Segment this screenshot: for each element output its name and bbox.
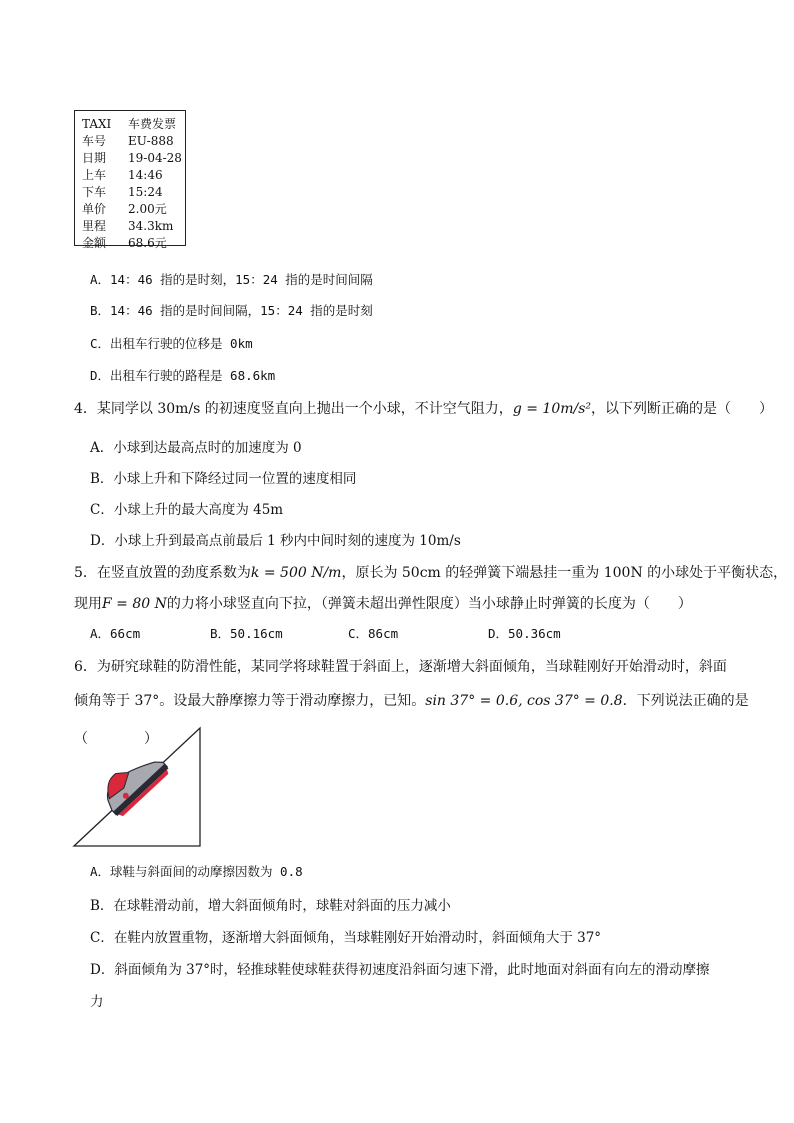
q5-text-tail: ，原长为 50cm 的轻弹簧下端悬挂一重为 100N 的小球处于平衡状态， bbox=[341, 565, 788, 581]
receipt-row bbox=[82, 150, 185, 167]
receipt-key: 金额 bbox=[82, 236, 107, 250]
q5-text: 5．在竖直放置的劲度系数为 bbox=[74, 565, 251, 581]
q6-stem-line2 bbox=[74, 690, 749, 710]
receipt-key: 上车 bbox=[82, 168, 107, 182]
q6-option-c: C．在鞋内放置重物，逐渐增大斜面倾角，当球鞋刚好开始滑动时，斜面倾角大于 37° bbox=[90, 930, 602, 946]
q5-option-d: D．50.36cm bbox=[488, 626, 561, 641]
q4-option-c: C．小球上升的最大高度为 45m bbox=[90, 502, 284, 518]
q6-answer-paren: （ ） bbox=[74, 731, 158, 747]
receipt-value: 2.00元 bbox=[128, 202, 167, 216]
q4-option-d: D．小球上升到最高点前最后 1 秒内中间时刻的速度为 10m/s bbox=[90, 533, 461, 549]
q6-option-d-line2: 力 bbox=[90, 994, 104, 1010]
q4-option-b: B．小球上升和下降经过同一位置的速度相同 bbox=[90, 471, 357, 487]
receipt-key: TAXI bbox=[82, 117, 112, 131]
receipt-row bbox=[82, 116, 185, 133]
shoe-icon bbox=[95, 745, 171, 819]
receipt-row bbox=[82, 184, 185, 201]
taxi-receipt bbox=[74, 110, 186, 250]
receipt-row bbox=[82, 218, 185, 235]
q6-option-b: B．在球鞋滑动前，增大斜面倾角时，球鞋对斜面的压力减小 bbox=[90, 898, 451, 914]
q3-option-a: A．14：46 指的是时刻，15：24 指的是时间间隔 bbox=[90, 272, 373, 287]
receipt-value: EU-888 bbox=[128, 134, 174, 148]
q3-option-b: B．14：46 指的是时间间隔，15：24 指的是时刻 bbox=[90, 303, 373, 318]
q6-text: 倾角等于 37°。设最大静摩擦力等于滑动摩擦力，已知。 bbox=[74, 693, 426, 709]
receipt-row bbox=[82, 201, 185, 218]
q5-option-a: A．66cm bbox=[90, 626, 141, 641]
receipt-row bbox=[82, 235, 185, 252]
q5-stem-line2 bbox=[74, 593, 692, 613]
q4-stem bbox=[74, 398, 773, 418]
q5-stem-line1 bbox=[74, 562, 787, 582]
q3-option-d: D．出租车行驶的路程是 68.6km bbox=[90, 368, 276, 383]
q4-gravity-formula: g = 10m/s² bbox=[512, 401, 592, 417]
q6-option-d-line1: D．斜面倾角为 37°时，轻推球鞋使球鞋获得初速度沿斜面匀速下滑，此时地面对斜面有向左的滑动摩擦 bbox=[90, 962, 710, 978]
receipt-key: 里程 bbox=[82, 219, 107, 233]
receipt-value: 68.6元 bbox=[128, 236, 167, 250]
q6-trig-formula: sin 37° = 0.6, cos 37° = 0.8 bbox=[425, 693, 623, 709]
q5-option-b: B．50.16cm bbox=[210, 626, 283, 641]
receipt-key: 单价 bbox=[82, 202, 107, 216]
receipt-value: 14:46 bbox=[128, 168, 163, 182]
receipt-key: 日期 bbox=[82, 151, 107, 165]
q5-text2-tail: 的力将小球竖直向下拉，（弹簧未超出弹性限度）当小球静止时弹簧的长度为（ ） bbox=[166, 596, 692, 612]
q3-option-c: C．出租车行驶的位移是 0km bbox=[90, 336, 253, 351]
receipt-value: 19-04-28 bbox=[128, 151, 182, 165]
q5-f-formula: F = 80 N bbox=[102, 596, 167, 612]
q4-option-a: A．小球到达最高点时的加速度为 0 bbox=[90, 440, 302, 456]
incline-shoe-figure bbox=[72, 726, 204, 850]
receipt-value: 15:24 bbox=[128, 185, 163, 199]
q6-stem-line1: 6．为研究球鞋的防滑性能，某同学将球鞋置于斜面上，逐渐增大斜面倾角，当球鞋刚好开始滑动时，斜面 bbox=[74, 659, 727, 675]
receipt-value: 车费发票 bbox=[128, 117, 177, 131]
receipt-value: 34.3km bbox=[128, 219, 174, 233]
q5-option-c: C．86cm bbox=[348, 626, 399, 641]
q5-text2: 现用 bbox=[74, 596, 102, 612]
q5-k-formula: k = 500 N/m bbox=[250, 565, 342, 581]
receipt-key: 下车 bbox=[82, 185, 107, 199]
receipt-row bbox=[82, 167, 185, 184]
q6-text-tail: ．下列说法正确的是 bbox=[622, 693, 749, 709]
receipt-row bbox=[82, 133, 185, 150]
q4-stem-text: 4．某同学以 30m/s 的初速度竖直向上抛出一个小球，不计空气阻力， bbox=[74, 401, 513, 417]
receipt-key: 车号 bbox=[82, 134, 107, 148]
q4-stem-tail: ，以下列断正确的是（ ） bbox=[591, 401, 774, 417]
q6-option-a: A．球鞋与斜面间的动摩擦因数为 0.8 bbox=[90, 864, 303, 879]
